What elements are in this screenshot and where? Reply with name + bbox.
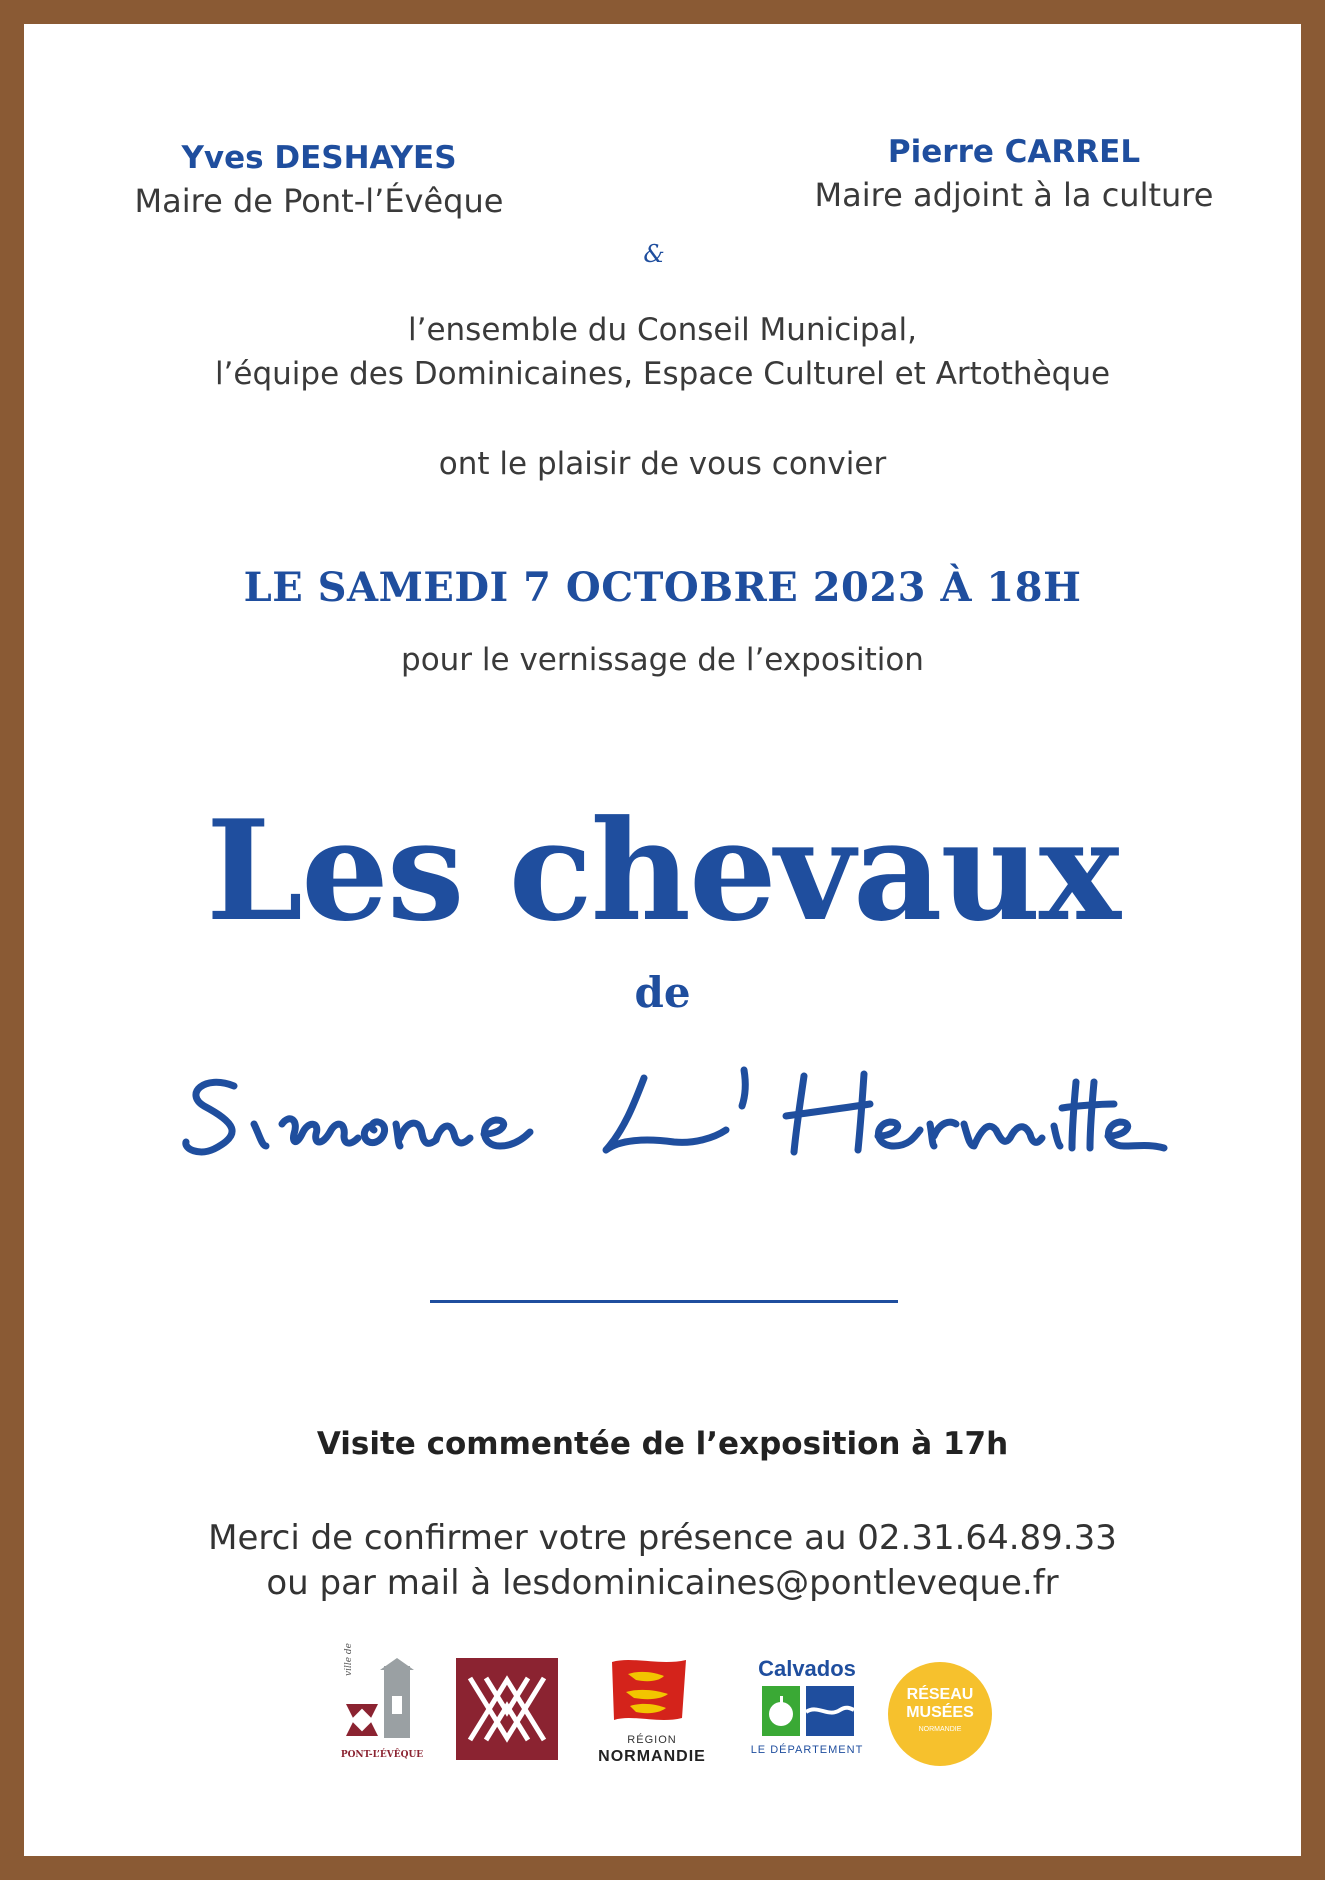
host-left-name: Yves DESHAYES xyxy=(181,140,457,176)
reseau-logo-top: RÉSEAU xyxy=(906,1686,974,1703)
exhibition-connector: de xyxy=(634,968,691,1017)
region-logo-bottom: NORMANDIE xyxy=(598,1748,706,1765)
invitation-card xyxy=(24,24,1301,1856)
artist-signature xyxy=(174,1034,1174,1164)
logo-region-normandie xyxy=(584,1656,720,1772)
host-left xyxy=(84,140,554,220)
calvados-logo-top: Calvados xyxy=(758,1656,856,1681)
logo-reseau-musees xyxy=(888,1662,992,1766)
region-logo-top: RÉGION xyxy=(627,1734,677,1746)
council-line-1: l’ensemble du Conseil Municipal, xyxy=(407,312,918,348)
dominicaines-logo-icon xyxy=(456,1658,558,1760)
logo-calvados xyxy=(734,1656,880,1772)
calvados-logo-bottom: LE DÉPARTEMENT xyxy=(750,1744,864,1756)
council-line-2: l’équipe des Dominicaines, Espace Culturel et Artothèque xyxy=(214,356,1111,392)
host-right-role: Maire adjoint à la culture xyxy=(814,176,1214,214)
host-right xyxy=(784,134,1244,214)
ville-logo-bottom: PONT-L’ÉVÊQUE xyxy=(340,1750,424,1760)
divider-line xyxy=(430,1300,898,1303)
rsvp-phone: Merci de confirmer votre présence au 02.31.64.89.33 xyxy=(208,1518,1117,1558)
guided-visit-text: Visite commentée de l’exposition à 17h xyxy=(316,1426,1009,1462)
ampersand: & xyxy=(643,240,665,268)
council-block xyxy=(24,308,1301,396)
rsvp-block xyxy=(24,1516,1301,1606)
host-left-role: Maire de Pont-l’Évêque xyxy=(134,182,504,220)
ville-logo-top: ville de xyxy=(344,1643,354,1676)
reseau-logo-bottom: NORMANDIE xyxy=(918,1726,962,1733)
logo-ville-pont-leveque xyxy=(340,1643,424,1766)
normandy-flag-icon xyxy=(608,1656,690,1724)
host-right-name: Pierre CARREL xyxy=(887,134,1141,170)
exhibition-title: Les chevaux xyxy=(206,789,1119,952)
calvados-apple-wave-icon xyxy=(762,1686,854,1736)
vernissage-text: pour le vernissage de l’exposition xyxy=(401,642,924,678)
event-date: LE SAMEDI 7 OCTOBRE 2023 À 18H xyxy=(243,564,1082,611)
invite-text: ont le plaisir de vous convier xyxy=(438,446,887,482)
rsvp-email: ou par mail à lesdominicaines@pontleveque.fr xyxy=(266,1563,1059,1603)
reseau-logo-middle: MUSÉES xyxy=(906,1704,974,1721)
